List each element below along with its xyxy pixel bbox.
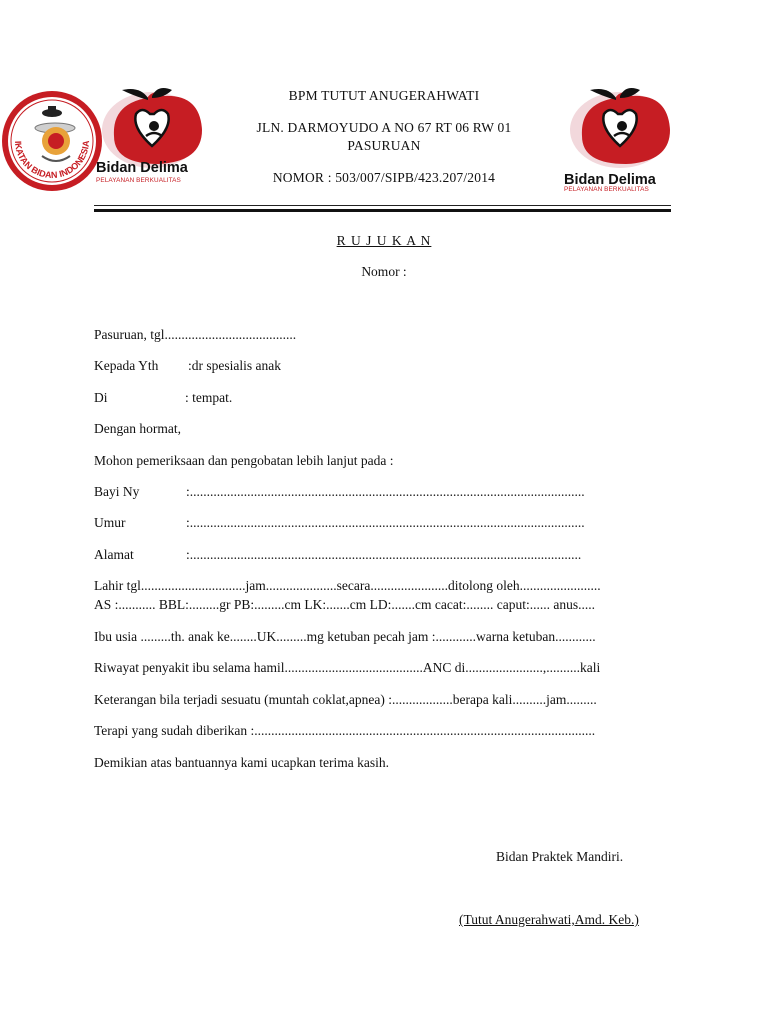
bidan-delima-name-left: Bidan Delima — [96, 160, 188, 176]
clinic-name: BPM TUTUT ANUGERAHWATI — [288, 88, 480, 103]
ibu-usia-line: Ibu usia .........th. anak ke........UK.........mg ketuban pecah jam :............warna ketuban............ — [94, 629, 596, 644]
kepada-label: Kepada Yth — [94, 358, 159, 373]
greeting: Dengan hormat, — [94, 421, 181, 436]
document-title: R U J U K A N — [336, 233, 432, 248]
bidan-delima-tagline-left: PELAYANAN BERKUALITAS — [96, 177, 181, 184]
field-bayi-value: :..................................................................................................................... — [186, 484, 585, 499]
bidan-delima-name-right: Bidan Delima — [564, 172, 656, 188]
bidan-delima-tagline-right: PELAYANAN BERKUALITAS — [564, 186, 649, 193]
lahir-prefix: Lahir tgl. — [94, 578, 145, 593]
clinic-city: PASURUAN — [347, 138, 421, 153]
kepada-value: :dr spesialis anak — [188, 358, 281, 373]
signature-name: (Tutut Anugerahwati,Amd. Keb.) — [459, 912, 639, 927]
field-alamat-value: :.................................................................................................................... — [186, 547, 582, 562]
riwayat-line: Riwayat penyakit ibu selama hamil.........................................ANC di.......................,..........kali — [94, 660, 601, 675]
license-number: NOMOR : 503/007/SIPB/423.207/2014 — [272, 170, 496, 185]
di-value: : tempat. — [185, 390, 233, 405]
keterangan-line: Keterangan bila terjadi sesuatu (muntah coklat,apnea) :..................berapa kali..........jam......... — [94, 692, 597, 707]
document-number: Nomor : — [361, 264, 407, 279]
ibi-ring-text: IKATAN BIDAN INDONESIA — [12, 140, 92, 181]
header-rule-thin — [94, 205, 671, 206]
closing-text: Demikian atas bantuannya kami ucapkan terima kasih. — [94, 755, 390, 770]
header-rule-thick — [94, 209, 671, 212]
lahir-rest: ..............................jam.....................secara.......................ditolong oleh........................ — [144, 578, 601, 593]
field-umur-label: Umur — [94, 515, 126, 530]
field-umur-value: :..................................................................................................................... — [186, 515, 585, 530]
terapi-line: Terapi yang sudah diberikan :..................................................................................................... — [94, 723, 596, 738]
request-text: Mohon pemeriksaan dan pengobatan lebih lanjut pada : — [94, 453, 394, 468]
lahir-line — [94, 578, 601, 594]
field-bayi-label: Bayi Ny — [94, 484, 140, 499]
field-alamat-label: Alamat — [94, 547, 134, 562]
clinic-address: JLN. DARMOYUDO A NO 67 RT 06 RW 01 — [256, 120, 512, 135]
as-line: AS :........... BBL:.........gr PB:.........cm LK:.......cm LD:.......cm cacat:........ caput:...... anus..... — [94, 597, 595, 612]
place-date: Pasuruan, tgl....................................... — [94, 327, 297, 342]
di-label: Di — [94, 390, 108, 405]
signature-title: Bidan Praktek Mandiri. — [496, 849, 624, 864]
